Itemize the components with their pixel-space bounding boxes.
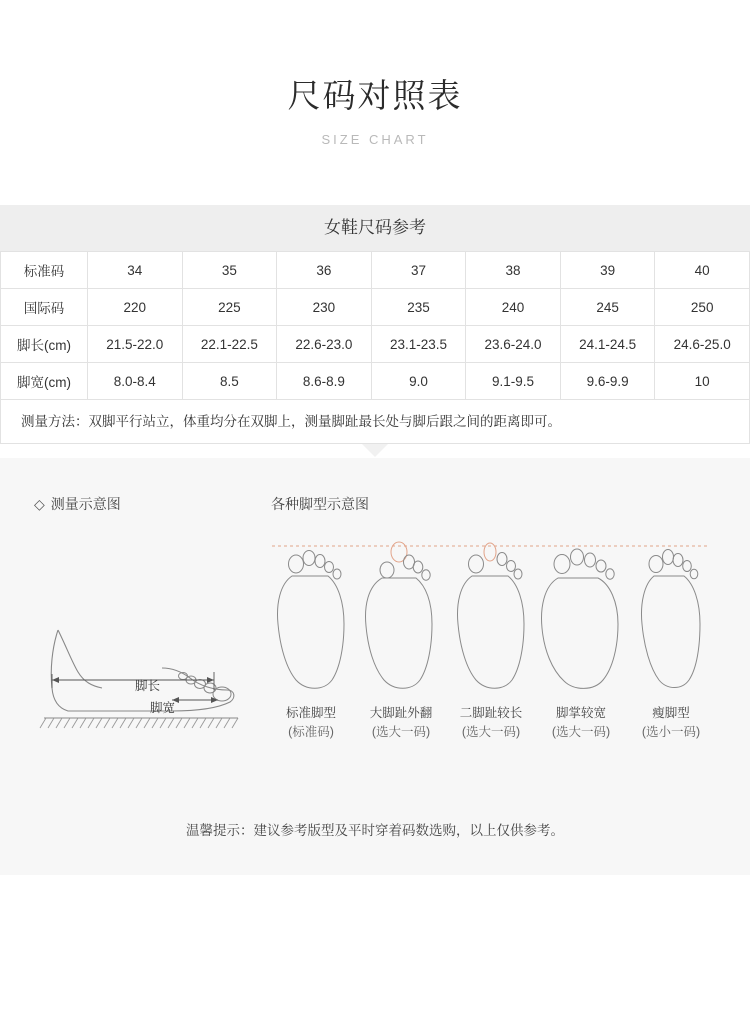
table-cell: 225: [182, 289, 277, 326]
row-label: 脚长(cm): [1, 326, 88, 363]
table-cell: 250: [655, 289, 750, 326]
row-label: 脚宽(cm): [1, 363, 88, 400]
foot-type-label: [356, 704, 446, 742]
foot-type-label: [536, 704, 626, 742]
foot-shape-narrow: [642, 550, 701, 688]
foot-type-advice: (选大一码): [551, 725, 611, 739]
foot-shape-wide: [542, 549, 618, 688]
foot-length-label: 脚长: [135, 679, 161, 693]
table-caption: 女鞋尺码参考: [0, 205, 750, 251]
foot-type-name: 标准脚型: [285, 706, 336, 720]
foot-type-name: 大脚趾外翻: [369, 706, 433, 720]
foot-shape-standard: [278, 551, 344, 689]
table-cell: 240: [466, 289, 561, 326]
table-cell: 230: [277, 289, 372, 326]
foot-types-diagram: [266, 528, 716, 703]
friendly-tip: 温馨提示：建议参考版型及平时穿着码数选购，以上仅供参考。: [186, 823, 564, 838]
table-cell: 8.5: [182, 363, 277, 400]
table-cell: 37: [371, 252, 466, 289]
table-cell: 22.1-22.5: [182, 326, 277, 363]
table-cell: 23.1-23.5: [371, 326, 466, 363]
table-cell: 40: [655, 252, 750, 289]
foot-type-label: [266, 704, 356, 742]
table-cell: 220: [88, 289, 183, 326]
foot-width-label: 脚宽: [150, 701, 176, 715]
table-row: [1, 363, 750, 400]
row-label: 标准码: [1, 252, 88, 289]
table-cell: 8.6-8.9: [277, 363, 372, 400]
table-cell: 235: [371, 289, 466, 326]
foot-types-title: 各种脚型示意图: [271, 496, 369, 512]
measure-diagram-title: [34, 494, 121, 514]
foot-shape-long-second-toe: [458, 543, 524, 688]
size-table-section: [0, 205, 750, 444]
table-cell: 35: [182, 252, 277, 289]
foot-shape-bunion: [366, 542, 432, 688]
table-cell: 24.1-24.5: [560, 326, 655, 363]
table-cell: 23.6-24.0: [466, 326, 561, 363]
table-cell: 36: [277, 252, 372, 289]
page-header: [0, 0, 750, 149]
measure-diagram-title-text: 测量示意图: [50, 496, 121, 512]
foot-type-name: 瘦脚型: [652, 706, 690, 720]
table-row: [1, 289, 750, 326]
foot-type-advice: (标准码): [288, 725, 334, 739]
foot-type-name: 脚掌较宽: [555, 706, 606, 720]
foot-type-name: 二脚趾较长: [459, 706, 523, 720]
row-label: 国际码: [1, 289, 88, 326]
table-cell: 8.0-8.4: [88, 363, 183, 400]
table-row: [1, 252, 750, 289]
page-subtitle: SIZE CHART: [321, 132, 429, 147]
table-cell: 38: [466, 252, 561, 289]
foot-type-advice: (选大一码): [371, 725, 431, 739]
table-cell: 9.0: [371, 363, 466, 400]
table-row: [1, 326, 750, 363]
foot-type-label: [446, 704, 536, 742]
down-arrow-icon: [362, 444, 388, 457]
diamond-icon: ◇: [34, 496, 45, 512]
measure-method-note: 测量方法：双脚平行站立，体重均分在双脚上，测量脚趾最长处与脚后跟之间的距离即可。: [0, 400, 750, 444]
table-cell: 245: [560, 289, 655, 326]
table-cell: 9.6-9.9: [560, 363, 655, 400]
table-cell: 39: [560, 252, 655, 289]
foot-type-label: [626, 704, 716, 742]
page-title: 尺码对照表: [287, 77, 463, 114]
table-cell: 24.6-25.0: [655, 326, 750, 363]
arrow-band: [0, 444, 750, 458]
table-cell: 21.5-22.0: [88, 326, 183, 363]
size-table: [0, 251, 750, 400]
foot-type-labels: [266, 704, 716, 742]
foot-type-advice: (选小一码): [641, 725, 701, 739]
diagram-panel: [0, 458, 750, 875]
table-cell: 10: [655, 363, 750, 400]
table-cell: 9.1-9.5: [466, 363, 561, 400]
foot-type-advice: (选大一码): [461, 725, 521, 739]
table-cell: 34: [88, 252, 183, 289]
table-cell: 22.6-23.0: [277, 326, 372, 363]
